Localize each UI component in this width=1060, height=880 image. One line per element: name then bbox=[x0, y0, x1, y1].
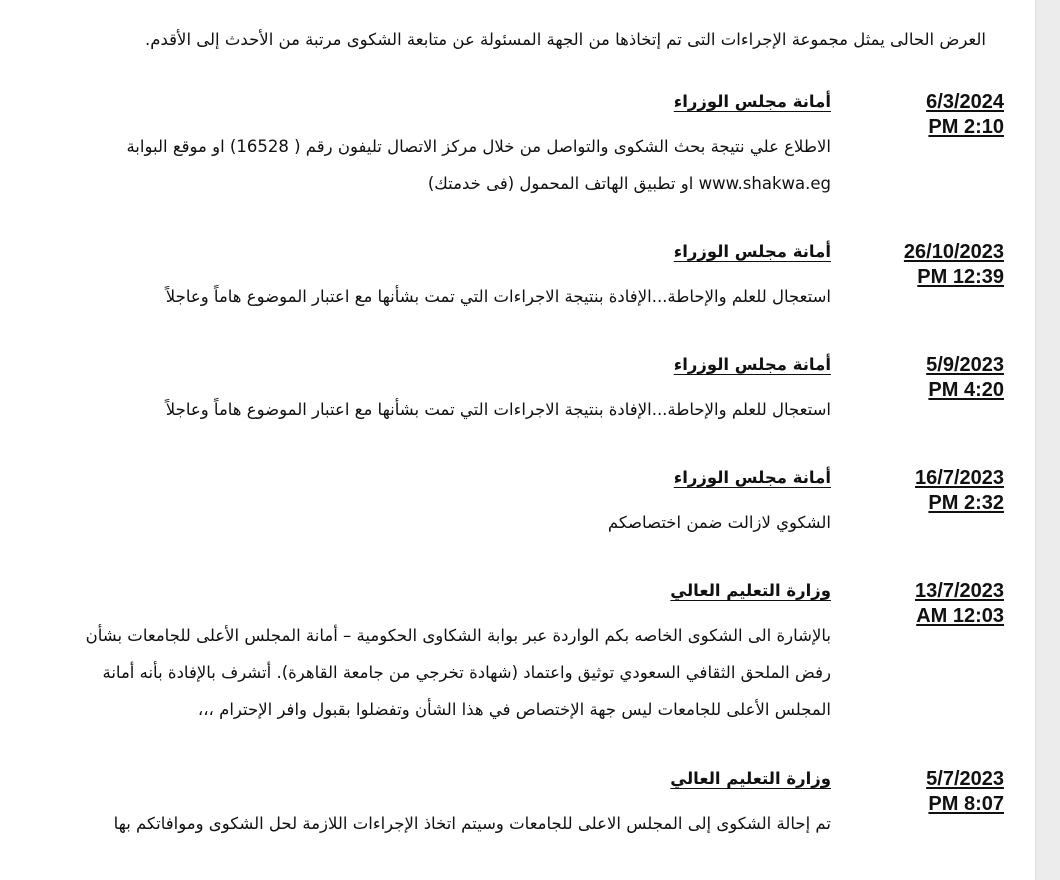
entry-content bbox=[1, 240, 831, 315]
entry-time: PM 8:07 bbox=[928, 793, 1004, 815]
entry-body-line: الاطلاع علي نتيجة بحث الشكوى والتواصل من خلال مركز الاتصال تليفون رقم ( 16528) او موقع البوابة bbox=[126, 137, 831, 156]
entry-time: PM 4:20 bbox=[928, 379, 1004, 401]
entry-body bbox=[1, 391, 831, 428]
entry-date: 5/9/2023 bbox=[926, 354, 1004, 376]
entry-body-line: الشكوي لازالت ضمن اختصاصكم bbox=[607, 513, 831, 532]
entry-date: 13/7/2023 bbox=[915, 580, 1004, 602]
entry-content bbox=[1, 466, 831, 541]
entry-body-line: تم إحالة الشكوى إلى المجلس الاعلى للجامعات وسيتم اتخاذ الإجراءات اللازمة لحل الشكوى وموافاتكم بها bbox=[113, 814, 831, 833]
entry-content bbox=[1, 579, 831, 728]
entry-body bbox=[1, 278, 831, 315]
entry-datetime bbox=[854, 767, 1004, 817]
entry-datetime bbox=[854, 579, 1004, 629]
entry-date: 16/7/2023 bbox=[915, 467, 1004, 489]
entry-time: PM 12:39 bbox=[917, 266, 1004, 288]
entry-body-line: المجلس الأعلى للجامعات ليس جهة الإختصاص في هذا الشأن وتفضلوا بقبول وافر الإحترام ،،، bbox=[197, 700, 831, 719]
entry-body bbox=[1, 504, 831, 541]
entry-content bbox=[1, 767, 831, 842]
entry-time: PM 2:10 bbox=[928, 116, 1004, 138]
entry-body-line: رفض الملحق الثقافي السعودي توثيق واعتماد (شهادة تخرجي من جامعة القاهرة). أتشرف بالإفادة بأنه أمانة bbox=[102, 663, 831, 682]
entry-body-line: www.shakwa.eg او تطبيق الهاتف المحمول (فى خدمتك) bbox=[427, 174, 831, 193]
entry-time: PM 2:32 bbox=[928, 492, 1004, 514]
entry-agency-link[interactable]: وزارة التعليم العالي bbox=[670, 581, 831, 600]
entry-agency-link[interactable]: أمانة مجلس الوزراء bbox=[673, 242, 831, 261]
entry-time: AM 12:03 bbox=[916, 605, 1004, 627]
entry-agency-link[interactable]: أمانة مجلس الوزراء bbox=[673, 92, 831, 111]
entry-datetime bbox=[854, 90, 1004, 140]
entry-agency-link[interactable]: أمانة مجلس الوزراء bbox=[673, 468, 831, 487]
vertical-scrollbar[interactable] bbox=[1035, 0, 1060, 880]
entry-datetime bbox=[854, 353, 1004, 403]
intro-text: العرض الحالى يمثل مجموعة الإجراءات التى تم إتخاذها من الجهة المسئولة عن متابعة الشكوى مرتبة من الأحدث إلى الأقدم. bbox=[145, 30, 986, 49]
entry-body-line: استعجال للعلم والإحاطة...الإفادة بنتيجة الاجراءات التي تمت بشأنها مع اعتبار الموضوع هاماً وعاجلاً bbox=[165, 287, 831, 306]
entry-agency-link[interactable]: وزارة التعليم العالي bbox=[670, 769, 831, 788]
entry-body bbox=[1, 805, 831, 842]
entry-date: 26/10/2023 bbox=[903, 241, 1004, 263]
entry-datetime bbox=[854, 466, 1004, 516]
entry-date: 5/7/2023 bbox=[926, 768, 1004, 790]
entry-content bbox=[1, 353, 831, 428]
entry-body bbox=[1, 128, 831, 202]
entry-body bbox=[1, 617, 831, 728]
entry-body-line: بالإشارة الى الشكوى الخاصه بكم الواردة عبر بوابة الشكاوى الحكومية – أمانة المجلس الأعلى للجامعات بشأن bbox=[85, 626, 831, 645]
entry-datetime bbox=[854, 240, 1004, 290]
entry-date: 6/3/2024 bbox=[926, 91, 1004, 113]
entry-agency-link[interactable]: أمانة مجلس الوزراء bbox=[673, 355, 831, 374]
entry-body-line: استعجال للعلم والإحاطة...الإفادة بنتيجة الاجراءات التي تمت بشأنها مع اعتبار الموضوع هاماً وعاجلاً bbox=[165, 400, 831, 419]
entry-content bbox=[1, 90, 831, 202]
